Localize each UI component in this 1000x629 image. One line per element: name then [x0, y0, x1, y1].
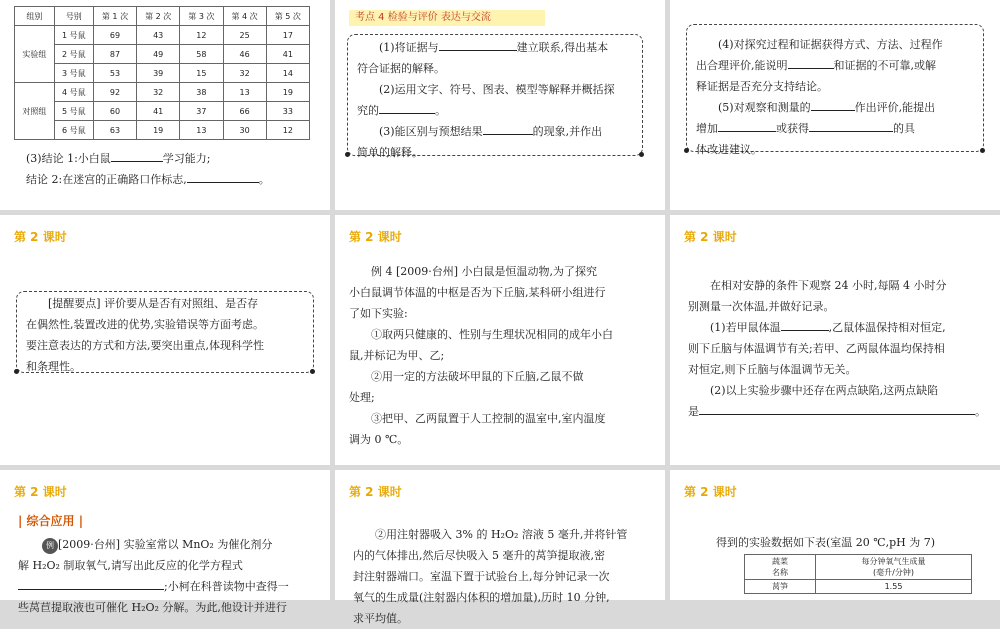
answer-blank	[187, 169, 259, 183]
cell: 25	[223, 26, 266, 45]
box-text	[357, 37, 639, 163]
line: 和条理性。	[26, 360, 81, 373]
table-header: 每分钟氧气生成量 (毫升/分钟)	[816, 555, 972, 580]
box-text	[696, 34, 980, 160]
answer-blank	[809, 118, 893, 132]
table-header: 第 3 次	[180, 7, 223, 26]
cell: 87	[93, 45, 136, 64]
corner-dot	[14, 369, 19, 374]
line: 增加	[696, 122, 718, 135]
table-header: 第 4 次	[223, 7, 266, 26]
table-row	[15, 83, 310, 102]
cell: 12	[180, 26, 223, 45]
cell: 46	[223, 45, 266, 64]
cell: 49	[137, 45, 180, 64]
cell: 92	[93, 83, 136, 102]
conclusion-1-text-a: (3)结论 1:小白鼠	[26, 152, 111, 165]
line: (1)若甲鼠体温	[710, 321, 781, 334]
line: (5)对观察和测量的	[718, 101, 811, 114]
cell: 19	[137, 121, 180, 140]
line: 例 4 [2009·台州] 小白鼠是恒温动物,为了探究	[371, 265, 598, 278]
cell: 69	[93, 26, 136, 45]
answer-blank	[111, 148, 163, 162]
panel-procedure	[335, 470, 665, 625]
line: (1)将证据与	[379, 41, 439, 54]
cell: 32	[223, 64, 266, 83]
cell: 63	[93, 121, 136, 140]
panel-example-4	[335, 215, 665, 465]
mouse-id: 2 号鼠	[54, 45, 93, 64]
cell: 41	[266, 45, 309, 64]
panel-table	[0, 0, 330, 210]
conclusion-2	[26, 169, 326, 190]
line: 或获得	[776, 122, 809, 135]
line: 和证据的不可靠,或解	[833, 59, 936, 72]
example-badge-icon: 例	[42, 538, 58, 554]
answer-blank	[699, 401, 975, 415]
answer-blank	[379, 100, 435, 114]
table-row	[15, 26, 310, 45]
line: 求平均值。	[353, 612, 408, 625]
cell: 15	[180, 64, 223, 83]
cell: 19	[266, 83, 309, 102]
line: 别测量一次体温,并做好记录。	[688, 300, 835, 313]
vegetable-table	[744, 554, 972, 594]
line: 是	[688, 405, 699, 418]
line: ②用一定的方法破坏甲鼠的下丘脑,乙鼠不做	[371, 370, 584, 383]
line: 封注射器端口。室温下置于试验台上,每分钟记录一次	[353, 570, 610, 583]
cell: 66	[223, 102, 266, 121]
corner-dot	[684, 148, 689, 153]
corner-dot	[345, 152, 350, 157]
mouse-id: 6 号鼠	[54, 121, 93, 140]
cell: 53	[93, 64, 136, 83]
results-intro: 得到的实验数据如下表(室温 20 ℃,pH 为 7)	[716, 536, 935, 549]
answer-blank	[811, 97, 855, 111]
table-row	[15, 102, 310, 121]
table-header: 组别	[15, 7, 55, 26]
line: [提醒要点] 评价要从是否有对照组、是否存	[48, 297, 259, 310]
corner-dot	[639, 152, 644, 157]
line: 了如下实验:	[349, 307, 408, 320]
line: 究的	[357, 104, 379, 117]
cell: 39	[137, 64, 180, 83]
lesson-label: 第 2 课时	[684, 230, 737, 244]
panel-evaluation	[670, 0, 1000, 210]
line: 简单的解释。	[357, 146, 423, 159]
panel-observation	[670, 215, 1000, 465]
group-label: 对照组	[15, 83, 55, 140]
cell: 14	[266, 64, 309, 83]
line: 解 H₂O₂ 制取氧气,请写出此反应的化学方程式	[18, 559, 243, 572]
line: 出合理评价,能说明	[696, 59, 788, 72]
cell: 32	[137, 83, 180, 102]
answer-blank	[439, 37, 517, 51]
cell: 1.55	[816, 580, 972, 594]
line: ②用注射器吸入 3% 的 H₂O₂ 溶液 5 毫升,并将针管	[375, 528, 628, 541]
example-text	[349, 261, 655, 450]
cell: 38	[180, 83, 223, 102]
panel-test-point-4	[335, 0, 665, 210]
cell: 莴笋	[745, 580, 816, 594]
mouse-id: 4 号鼠	[54, 83, 93, 102]
table-header: 号别	[54, 7, 93, 26]
line: 体改进建议。	[696, 143, 762, 156]
line: 释证据是否充分支持结论。	[696, 80, 828, 93]
mouse-data-table	[14, 6, 310, 140]
mouse-id: 5 号鼠	[54, 102, 93, 121]
line: 。	[975, 405, 986, 418]
line: (2)以上实验步骤中还存在两点缺陷,这两点缺陷	[710, 384, 939, 397]
table-header: 蔬菜 名称	[745, 555, 816, 580]
panel-comprehensive	[0, 470, 330, 614]
line: 的具	[893, 122, 915, 135]
line: 的现象,并作出	[532, 125, 603, 138]
observation-text	[688, 275, 990, 422]
line: (3)能区别与预想结果	[379, 125, 483, 138]
answer-blank	[718, 118, 776, 132]
conclusion-1	[26, 148, 326, 169]
mouse-id: 3 号鼠	[54, 64, 93, 83]
cell: 13	[180, 121, 223, 140]
line: 内的气体排出,然后尽快吸入 5 毫升的莴笋提取液,密	[353, 549, 605, 562]
line: 在偶然性,装置改进的优势,实验错误等方面考虑。	[26, 318, 264, 331]
cell: 60	[93, 102, 136, 121]
lesson-label: 第 2 课时	[14, 485, 67, 499]
table-row	[15, 45, 310, 64]
line: ,乙鼠体温保持相对恒定,	[828, 321, 946, 334]
line: 氧气的生成量(注射器内体积的增加量),历时 10 分钟,	[353, 591, 610, 604]
lesson-label: 第 2 课时	[14, 230, 67, 244]
cell: 30	[223, 121, 266, 140]
cell: 17	[266, 26, 309, 45]
line: ③把甲、乙两鼠置于人工控制的温室中,室内温度	[371, 412, 606, 425]
line: (4)对探究过程和证据获得方式、方法、过程作	[718, 38, 943, 51]
line: 调为 0 ℃。	[349, 433, 409, 446]
line: ;小柯在科普读物中查得一	[164, 580, 289, 593]
line: 符合证据的解释。	[357, 62, 445, 75]
answer-blank	[788, 55, 834, 69]
mouse-id: 1 号鼠	[54, 26, 93, 45]
panel-reminder	[0, 215, 330, 465]
panel-results	[670, 470, 1000, 600]
lesson-label: 第 2 课时	[349, 230, 402, 244]
table-row	[745, 580, 972, 594]
answer-blank	[18, 576, 164, 590]
lesson-label: 第 2 课时	[349, 485, 402, 499]
line: 处理;	[349, 391, 375, 404]
line: (2)运用文字、符号、图表、模型等解释并概括探	[379, 83, 615, 96]
table-header: 第 1 次	[93, 7, 136, 26]
corner-dot	[980, 148, 985, 153]
cell: 37	[180, 102, 223, 121]
conclusion-2-text-b: 。	[258, 173, 270, 186]
section-tag: 考点 4 检验与评价 表达与交流	[349, 10, 545, 26]
cell: 58	[180, 45, 223, 64]
line: 。	[435, 104, 446, 117]
line: 作出评价,能提出	[854, 101, 936, 114]
line: 建立联系,得出基本	[516, 41, 609, 54]
line: ①取两只健康的、性别与生理状况相同的成年小白	[371, 328, 613, 341]
procedure-text	[353, 524, 655, 629]
line: 对恒定,则下丘脑与体温调节无关。	[688, 363, 857, 376]
table-row	[15, 64, 310, 83]
line: 些莴苣提取液也可催化 H₂O₂ 分解。为此,他设计并进行	[18, 601, 287, 614]
table-header-row	[15, 7, 310, 26]
conclusion-2-text-a: 结论 2:在迷宫的正确路口作标志,	[26, 173, 187, 186]
cell: 13	[223, 83, 266, 102]
line: 在相对安静的条件下观察 24 小时,每隔 4 小时分	[710, 279, 947, 292]
conclusion-1-text-b: 学习能力;	[162, 152, 211, 165]
box-text	[26, 293, 310, 377]
table-header: 第 2 次	[137, 7, 180, 26]
answer-blank	[483, 121, 533, 135]
answer-blank	[781, 317, 829, 331]
conclusions	[26, 148, 326, 190]
section-heading: | 综合应用 |	[18, 514, 84, 528]
lesson-label: 第 2 课时	[684, 485, 737, 499]
cell: 33	[266, 102, 309, 121]
cell: 43	[137, 26, 180, 45]
table-header-row	[745, 555, 972, 580]
line: 小白鼠调节体温的中枢是否为下丘脑,某科研小组进行	[349, 286, 606, 299]
table-row	[15, 121, 310, 140]
line: 鼠,并标记为甲、乙;	[349, 349, 445, 362]
table-header: 第 5 次	[266, 7, 309, 26]
cell: 41	[137, 102, 180, 121]
group-label: 实验组	[15, 26, 55, 83]
line: 要注意表达的方式和方法,要突出重点,体现科学性	[26, 339, 264, 352]
corner-dot	[310, 369, 315, 374]
example-text	[18, 534, 318, 618]
line: [2009·台州] 实验室常以 MnO₂ 为催化剂分	[58, 538, 273, 551]
cell: 12	[266, 121, 309, 140]
line: 则下丘脑与体温调节有关;若甲、乙两鼠体温均保持相	[688, 342, 945, 355]
